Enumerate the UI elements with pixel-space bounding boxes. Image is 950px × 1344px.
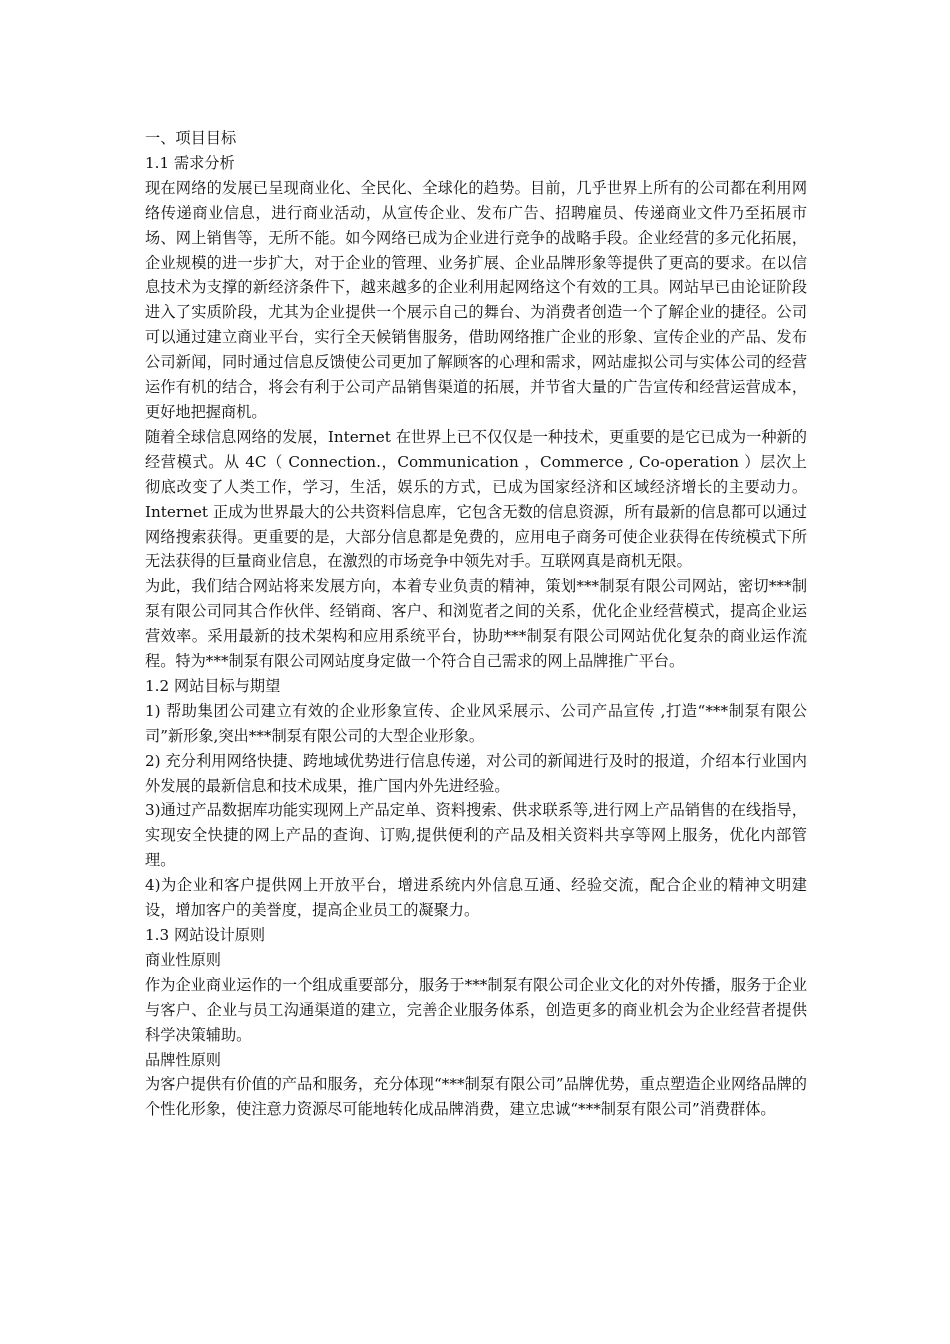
goal-item-1: 1) 帮助集团公司建立有效的企业形象宣传、企业风采展示、公司产品宣传 ,打造“***制泵有限公司”新形象,突出***制泵有限公司的大型企业形象。 xyxy=(145,701,807,745)
goal-item-3: 3)通过产品数据库功能实现网上产品定单、资料搜索、供求联系等,进行网上产品销售的在线指导，实现安全快捷的网上产品的查询、订购,提供便利的产品及相关资料共享等网上服务，优化内部管理。 xyxy=(145,801,807,870)
paragraph-network-trend: 现在网络的发展已呈现商业化、全民化、全球化的趋势。目前，几乎世界上所有的公司都在利用网络传递商业信息，进行商业活动，从宣传企业、发布广告、招聘雇员、传递商业文件乃至拓展市场、网上销售等，无所不能。如今网络已成为企业进行竞争的战略手段。企业经营的多元化拓展，企业规模的进一步扩大，对于企业的管理、业务扩展、企业品牌形象等提供了更高的要求。在以信息技术为支撑的新经济条件下，越来越多的企业利用起网络这个有效的工具。网站早已由论证阶段进入了实质阶段，尤其为企业提供一个展示自己的舞台、为消费者创造一个了解企业的捷径。公司可以通过建立商业平台，实行全天候销售服务，借助网络推广企业的形象、宣传企业的产品、发布公司新闻，同时通过信息反馈使公司更加了解顾客的心理和需求，网站虚拟公司与实体公司的经营运作有机的结合，将会有利于公司产品销售渠道的拓展，并节省大量的广告宣传和经营运营成本，更好地把握商机。 xyxy=(145,178,807,421)
goal-item-2: 2) 充分利用网络快捷、跨地域优势进行信息传递，对公司的新闻进行及时的报道，介绍本行业国内外发展的最新信息和技术成果，推广国内外先进经验。 xyxy=(145,751,807,795)
paragraph-commercial-principle: 作为企业商业运作的一个组成重要部分，服务于***制泵有限公司企业文化的对外传播，服务于企业与客户、企业与员工沟通渠道的建立，完善企业服务体系，创造更多的商业机会为企业经营者提供科学决策辅助。 xyxy=(145,975,807,1044)
section-heading-design-principles: 1.3 网站设计原则 xyxy=(145,926,266,944)
section-heading-project-goals: 一、项目目标 xyxy=(145,129,237,147)
subheading-commercial-principle: 商业性原则 xyxy=(145,950,221,969)
document-page xyxy=(145,126,807,1122)
section-heading-requirements-analysis: 1.1 需求分析 xyxy=(145,153,235,172)
section-heading-website-goals: 1.2 网站目标与期望 xyxy=(145,676,281,695)
subheading-brand-principle: 品牌性原则 xyxy=(145,1050,221,1069)
goal-item-4: 4)为企业和客户提供网上开放平台，增进系统内外信息互通、经验交流，配合企业的精神文明建设，增加客户的美誉度，提高企业员工的凝聚力。 xyxy=(145,876,807,920)
paragraph-website-planning: 为此，我们结合网站将来发展方向，本着专业负责的精神，策划***制泵有限公司网站，密切***制泵有限公司同其合作伙伴、经销商、客户、和浏览者之间的关系，优化企业经营模式，提高企业运营效率。采用最新的技术架构和应用系统平台，协助***制泵有限公司网站优化复杂的商业运作流程。特为***制泵有限公司网站度身定做一个符合自己需求的网上品牌推广平台。 xyxy=(145,577,807,671)
paragraph-internet-development: 随着全球信息网络的发展，Internet 在世界上已不仅仅是一种技术，更重要的是它已成为一种新的经营模式。从 4C（ Connection.，Communication ，Commerce , Co-operation ）层次上彻底改变了人类工作，学习，生活，娱乐的方式，已成为国家经济和区域经济增长的主要动力。Internet 正成为世界最大的公共资料信息库，它包含无数的信息资源，所有最新的信息都可以通过网络搜索获得。更重要的是，大部分信息都是免费的，应用电子商务可使企业获得在传统模式下所无法获得的巨量商业信息，在激烈的市场竞争中领先对手。互联网真是商机无限。 xyxy=(145,427,807,571)
paragraph-brand-principle: 为客户提供有价值的产品和服务，充分体现“***制泵有限公司”品牌优势，重点塑造企业网络品牌的个性化形象，使注意力资源尽可能地转化成品牌消费，建立忠诚“***制泵有限公司”消费群体。 xyxy=(145,1075,807,1119)
